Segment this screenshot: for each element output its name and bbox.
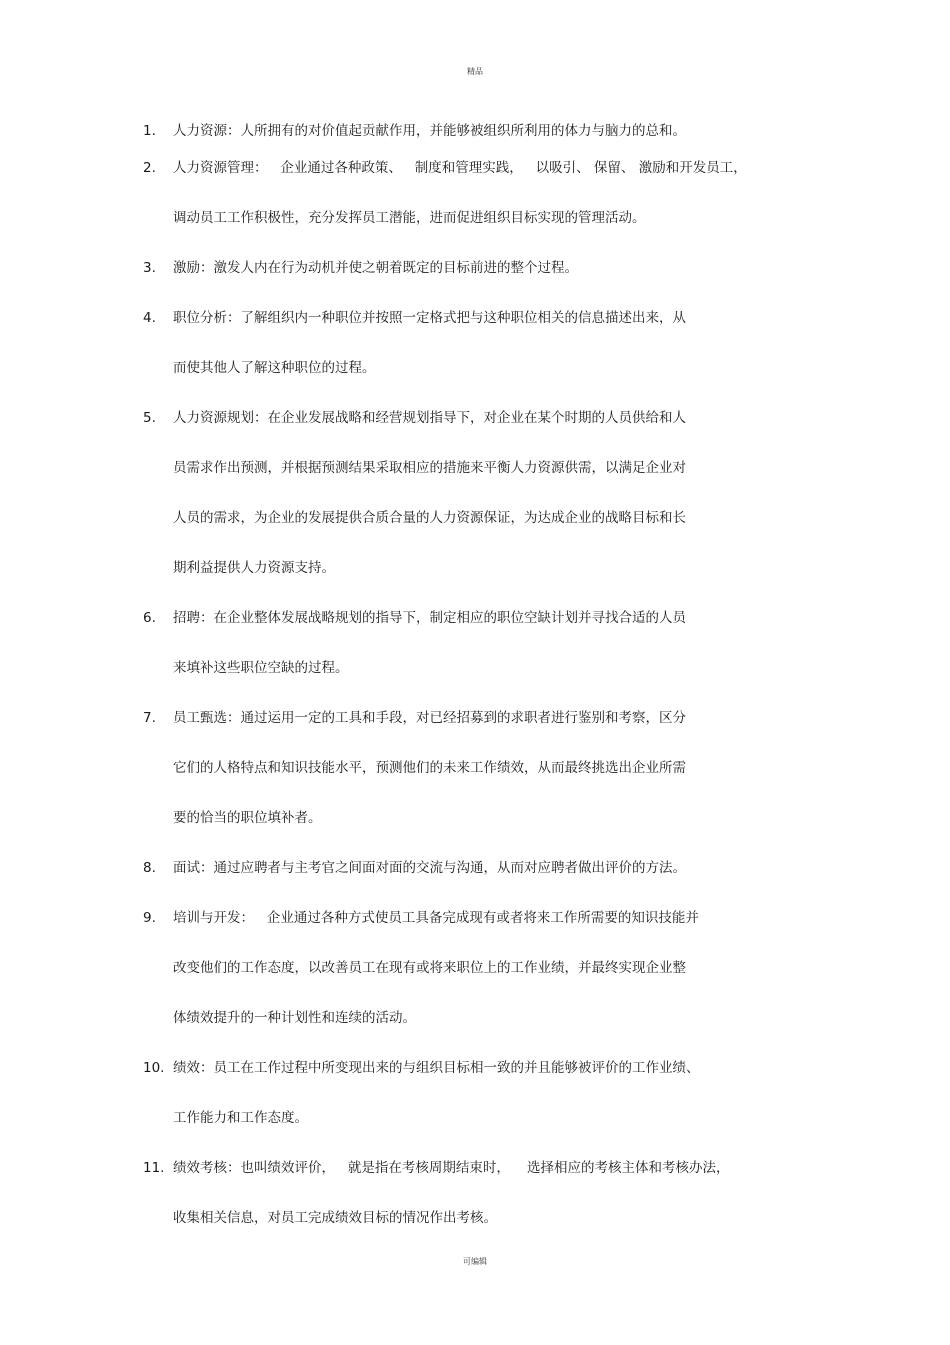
definition-line: 收集相关信息，对员工完成绩效目标的情况作出考核。 bbox=[173, 1210, 497, 1226]
definition-line: 来填补这些职位空缺的过程。 bbox=[173, 660, 349, 676]
definition-line: 期利益提供人力资源支持。 bbox=[173, 560, 335, 576]
page-footer: 可编辑 bbox=[463, 1257, 487, 1266]
definition-line: 绩效：员工在工作过程中所变现出来的与组织目标相一致的并且能够被评价的工作业绩、 bbox=[173, 1060, 700, 1076]
definition-line: 工作能力和工作态度。 bbox=[173, 1110, 308, 1126]
definition-number: 6. bbox=[143, 610, 156, 626]
definition-line: 培训与开发： 企业通过各种方式使员工具备完成现有或者将来工作所需要的知识技能并 bbox=[173, 910, 699, 926]
definition-number: 11. bbox=[143, 1160, 165, 1176]
definition-line: 人力资源：人所拥有的对价值起贡献作用，并能够被组织所利用的体力与脑力的总和。 bbox=[173, 123, 686, 139]
definition-line: 职位分析：了解组织内一种职位并按照一定格式把与这种职位相关的信息描述出来，从 bbox=[173, 310, 686, 326]
definition-line: 人力资源规划：在企业发展战略和经营规划指导下，对企业在某个时期的人员供给和人 bbox=[173, 410, 686, 426]
definition-line: 改变他们的工作态度，以改善员工在现有或将来职位上的工作业绩，并最终实现企业整 bbox=[173, 960, 686, 976]
definition-item bbox=[143, 606, 803, 681]
definitions-list bbox=[143, 119, 803, 1231]
definition-item bbox=[143, 306, 803, 381]
definition-number: 5. bbox=[143, 410, 156, 426]
definition-number: 9. bbox=[143, 910, 156, 926]
definition-line: 招聘：在企业整体发展战略规划的指导下，制定相应的职位空缺计划并寻找合适的人员 bbox=[173, 610, 686, 626]
definition-item bbox=[143, 119, 803, 144]
definition-line: 员需求作出预测，并根据预测结果采取相应的措施来平衡人力资源供需，以满足企业对 bbox=[173, 460, 686, 476]
definition-item bbox=[143, 706, 803, 831]
definition-item bbox=[143, 1156, 803, 1231]
definition-line: 人力资源管理： 企业通过各种政策、 制度和管理实践， 以吸引、 保留、 激励和开发员工， bbox=[173, 160, 747, 176]
definition-number: 8. bbox=[143, 860, 156, 876]
definition-line: 调动员工工作积极性，充分发挥员工潜能，进而促进组织目标实现的管理活动。 bbox=[173, 210, 646, 226]
definition-number: 2. bbox=[143, 160, 156, 176]
definition-number: 4. bbox=[143, 310, 156, 326]
definition-line: 人员的需求，为企业的发展提供合质合量的人力资源保证，为达成企业的战略目标和长 bbox=[173, 510, 686, 526]
definition-line: 面试：通过应聘者与主考官之间面对面的交流与沟通，从而对应聘者做出评价的方法。 bbox=[173, 860, 686, 876]
definition-line: 员工甄选：通过运用一定的工具和手段，对已经招募到的求职者进行鉴别和考察，区分 bbox=[173, 710, 686, 726]
definition-item bbox=[143, 406, 803, 581]
definition-line: 要的恰当的职位填补者。 bbox=[173, 810, 322, 826]
definition-number: 1. bbox=[143, 123, 156, 139]
page-header: 精品 bbox=[467, 67, 483, 76]
definition-item bbox=[143, 256, 803, 281]
definition-number: 3. bbox=[143, 260, 156, 276]
definition-item bbox=[143, 1056, 803, 1131]
definition-number: 10. bbox=[143, 1060, 165, 1076]
definition-item bbox=[143, 856, 803, 881]
definition-number: 7. bbox=[143, 710, 156, 726]
definition-line: 绩效考核：也叫绩效评价， 就是指在考核周期结束时， 选择相应的考核主体和考核办法， bbox=[173, 1160, 730, 1176]
definition-line: 它们的人格特点和知识技能水平，预测他们的未来工作绩效，从而最终挑选出企业所需 bbox=[173, 760, 686, 776]
definition-line: 体绩效提升的一种计划性和连续的活动。 bbox=[173, 1010, 416, 1026]
definition-line: 激励：激发人内在行为动机并使之朝着既定的目标前进的整个过程。 bbox=[173, 260, 578, 276]
definition-item bbox=[143, 906, 803, 1031]
definition-line: 而使其他人了解这种职位的过程。 bbox=[173, 360, 376, 376]
definition-item bbox=[143, 156, 803, 231]
